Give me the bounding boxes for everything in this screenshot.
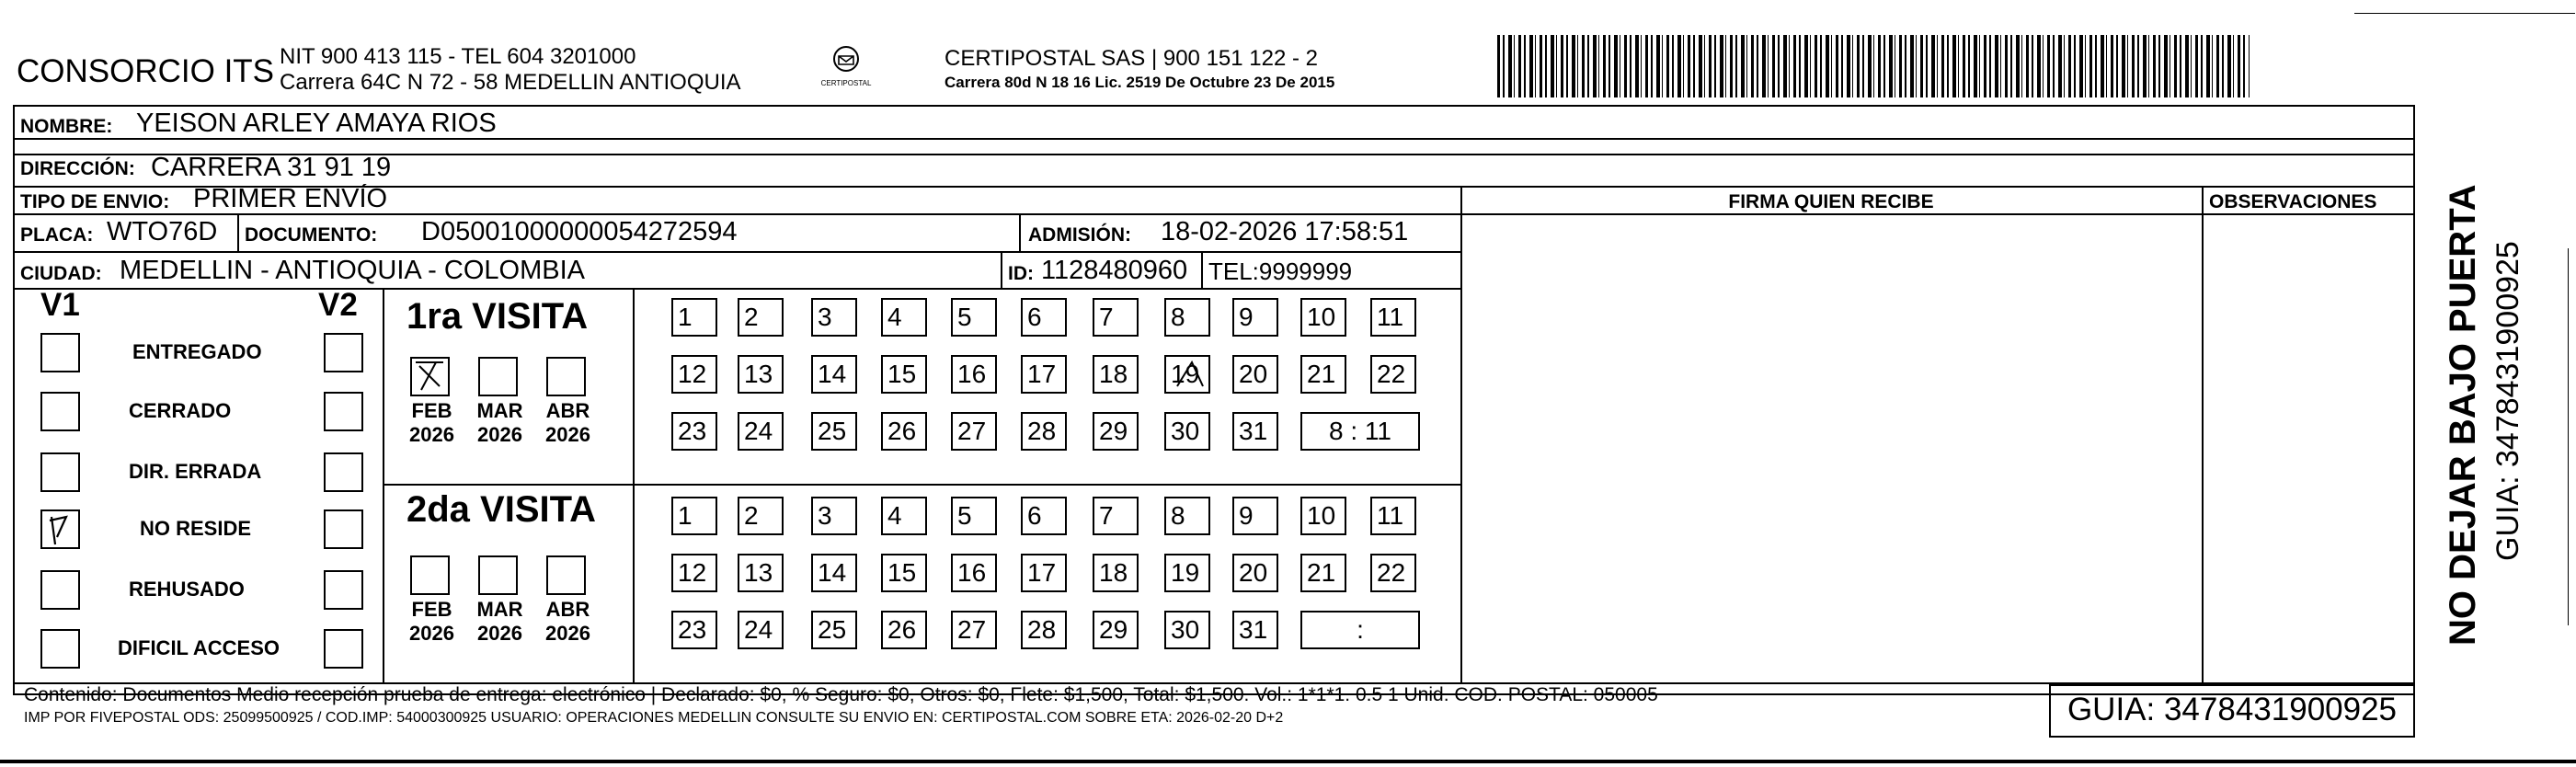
company-address: Carrera 64C N 72 - 58 MEDELLIN ANTIOQUIA [280, 70, 741, 95]
month-year: 2026 [545, 622, 590, 645]
day-number: 15 [887, 558, 917, 587]
day-number: 19 [1171, 360, 1200, 388]
day-number: 23 [678, 417, 707, 445]
footer-imp: IMP POR FIVEPOSTAL ODS: 25099500925 / COD.IMP: 54000300925 USUARIO: OPERACIONES MEDELLIN CONSULTE SU ENVIO EN: CERTIPOSTAL.COM SOBRE ETA: 2026-02-20 D+2 [24, 710, 1284, 726]
right-edge-mark [2568, 248, 2569, 625]
day-number: 11 [1377, 501, 1404, 530]
day-box[interactable] [1300, 497, 1346, 535]
v1-checkbox[interactable] [40, 629, 80, 669]
documento-label: DOCUMENTO: [245, 224, 378, 246]
side-guia: GUIA: 3478431900925 [2490, 241, 2525, 561]
month-label [475, 598, 525, 646]
day-number: 29 [1099, 417, 1128, 445]
day-number: 6 [1027, 303, 1042, 331]
documento-value: D05001000000054272594 [421, 217, 738, 246]
row-line [13, 251, 1460, 253]
day-number: 25 [818, 615, 847, 644]
day-number: 22 [1377, 558, 1406, 587]
observaciones-header: OBSERVACIONES [2209, 191, 2377, 212]
day-box[interactable] [1232, 611, 1278, 649]
day-number: 31 [1239, 615, 1268, 644]
v1-checkbox[interactable] [40, 570, 80, 610]
v1-header: V1 [40, 287, 80, 323]
day-box[interactable] [1232, 554, 1278, 592]
day-number: 15 [887, 360, 917, 388]
day-box[interactable] [951, 497, 997, 535]
time-value: : [1357, 615, 1364, 644]
month-year: 2026 [477, 622, 522, 645]
day-box[interactable] [738, 355, 784, 394]
day-box[interactable] [1164, 355, 1210, 394]
day-number: 27 [957, 615, 987, 644]
barcode [1497, 35, 2250, 97]
day-box[interactable] [881, 554, 927, 592]
day-box[interactable] [881, 497, 927, 535]
day-box[interactable] [671, 412, 717, 451]
day-box[interactable] [811, 298, 857, 337]
placa-label: PLACA: [20, 224, 94, 246]
day-number: 7 [1099, 303, 1114, 331]
month-checkbox[interactable] [546, 357, 586, 396]
handwritten-mark-icon [1172, 359, 1208, 401]
day-number: 12 [678, 558, 707, 587]
cell-divider [237, 213, 239, 251]
day-box[interactable] [811, 355, 857, 394]
v1-checkbox[interactable] [40, 333, 80, 372]
day-number: 13 [744, 558, 773, 587]
status-option-label: ENTREGADO [132, 340, 262, 363]
day-box[interactable] [1093, 554, 1139, 592]
month-name: ABR [545, 598, 590, 621]
day-box[interactable] [951, 611, 997, 649]
day-box[interactable] [881, 298, 927, 337]
cell-divider [1201, 251, 1203, 288]
month-checkbox[interactable] [410, 555, 450, 595]
day-number: 17 [1027, 558, 1057, 587]
v2-checkbox[interactable] [324, 629, 363, 669]
v1-checkbox[interactable] [40, 392, 80, 431]
month-name: MAR [476, 399, 523, 422]
company-nit: NIT 900 413 115 - TEL 604 3201000 [280, 44, 636, 69]
time-field[interactable] [1300, 412, 1420, 451]
day-box[interactable] [951, 554, 997, 592]
day-box[interactable] [1164, 611, 1210, 649]
day-box[interactable] [1093, 412, 1139, 451]
day-number: 1 [678, 501, 693, 530]
day-number: 3 [818, 303, 832, 331]
nombre-label: NOMBRE: [20, 116, 113, 137]
day-number: 26 [887, 417, 917, 445]
month-label [406, 399, 457, 447]
firma-header: FIRMA QUIEN RECIBE [1728, 191, 1934, 212]
day-number: 8 [1171, 303, 1185, 331]
day-box[interactable] [811, 497, 857, 535]
status-option-label: DIR. ERRADA [129, 460, 262, 483]
day-number: 2 [744, 303, 759, 331]
day-number: 4 [887, 303, 902, 331]
day-box[interactable] [1021, 298, 1067, 337]
day-box[interactable] [671, 298, 717, 337]
direccion-label: DIRECCIÓN: [20, 158, 135, 179]
day-box[interactable] [1093, 497, 1139, 535]
day-number: 28 [1027, 615, 1057, 644]
v2-checkbox[interactable] [324, 452, 363, 492]
day-number: 9 [1239, 501, 1254, 530]
day-box[interactable] [811, 554, 857, 592]
day-number: 1 [678, 303, 693, 331]
ciudad-label: CIUDAD: [20, 263, 102, 284]
status-option-label: NO RESIDE [140, 517, 252, 540]
month-label [406, 598, 457, 646]
day-number: 8 [1171, 501, 1185, 530]
month-name: MAR [476, 598, 523, 621]
day-box[interactable] [951, 298, 997, 337]
company-name: CONSORCIO ITS [17, 53, 275, 89]
day-box[interactable] [1370, 355, 1416, 394]
day-box[interactable] [1164, 412, 1210, 451]
month-checkbox[interactable] [410, 357, 450, 396]
day-number: 26 [887, 615, 917, 644]
time-value: 8 : 11 [1329, 417, 1391, 445]
day-number: 3 [818, 501, 832, 530]
day-box[interactable] [1093, 298, 1139, 337]
day-box[interactable] [1232, 497, 1278, 535]
day-number: 10 [1307, 303, 1336, 331]
month-name: ABR [545, 399, 590, 422]
day-number: 21 [1307, 558, 1336, 587]
status-option-label: REHUSADO [129, 578, 245, 601]
admision-label: ADMISIÓN: [1028, 224, 1131, 246]
bottom-rule [0, 760, 2576, 763]
direccion-value: CARRERA 31 91 19 [151, 153, 392, 182]
v1-checkbox[interactable] [40, 452, 80, 492]
status-option-label: DIFICIL ACCESO [118, 636, 280, 659]
day-box[interactable] [671, 554, 717, 592]
day-box[interactable] [1300, 554, 1346, 592]
month-year: 2026 [545, 423, 590, 446]
day-number: 2 [744, 501, 759, 530]
month-label [543, 399, 593, 447]
day-box[interactable] [951, 355, 997, 394]
day-number: 19 [1171, 558, 1200, 587]
day-box[interactable] [671, 497, 717, 535]
handwritten-check-icon [412, 359, 449, 395]
day-box[interactable] [881, 412, 927, 451]
day-box[interactable] [881, 611, 927, 649]
day-box[interactable] [1232, 412, 1278, 451]
v2-checkbox[interactable] [324, 392, 363, 431]
footer-contenido: Contenido: Documentos Medio recepción prueba de entrega: electrónico | Declarado: $0, % Seguro: $0, Otros: $0, Flete: $1,500, Total: $1,500. Vol.: 1*1*1. 0.5 1 Unid. COD. POSTAL: 050005 [24, 684, 1658, 705]
month-name: FEB [411, 598, 452, 621]
day-box[interactable] [738, 611, 784, 649]
time-field[interactable] [1300, 611, 1420, 649]
day-number: 12 [678, 360, 707, 388]
svg-text:CERTIPOSTAL: CERTIPOSTAL [820, 79, 872, 87]
day-number: 30 [1171, 615, 1200, 644]
day-box[interactable] [881, 355, 927, 394]
day-box[interactable] [1093, 355, 1139, 394]
day-number: 4 [887, 501, 902, 530]
top-right-rule [2354, 13, 2575, 14]
v2-checkbox[interactable] [324, 333, 363, 372]
v2-checkbox[interactable] [324, 570, 363, 610]
day-box[interactable] [1093, 611, 1139, 649]
day-box[interactable] [1021, 611, 1067, 649]
handwritten-check-icon [42, 511, 79, 548]
day-box[interactable] [738, 497, 784, 535]
month-label [543, 598, 593, 646]
day-number: 20 [1239, 360, 1268, 388]
col-divider-obs [2202, 186, 2204, 682]
month-checkbox[interactable] [546, 555, 586, 595]
day-box[interactable] [1164, 298, 1210, 337]
footer-guia: GUIA: 3478431900925 [2067, 692, 2398, 727]
day-number: 11 [1377, 303, 1404, 331]
day-box[interactable] [1164, 497, 1210, 535]
day-number: 16 [957, 360, 987, 388]
day-number: 9 [1239, 303, 1254, 331]
day-box[interactable] [738, 412, 784, 451]
status-option-label: CERRADO [129, 399, 232, 422]
day-number: 20 [1239, 558, 1268, 587]
nombre-value: YEISON ARLEY AMAYA RIOS [136, 109, 497, 138]
side-warning: NO DEJAR BAJO PUERTA [2443, 184, 2483, 646]
day-box[interactable] [811, 611, 857, 649]
day-box[interactable] [811, 412, 857, 451]
day-box[interactable] [951, 412, 997, 451]
day-box[interactable] [738, 298, 784, 337]
day-number: 7 [1099, 501, 1114, 530]
admision-value: 18-02-2026 17:58:51 [1161, 217, 1409, 246]
day-number: 31 [1239, 417, 1268, 445]
day-number: 24 [744, 615, 773, 644]
row-line [13, 288, 1460, 290]
day-box[interactable] [1232, 355, 1278, 394]
col-divider-firma [1460, 186, 1462, 682]
month-checkbox[interactable] [478, 357, 518, 396]
v1-checkbox[interactable] [40, 509, 80, 549]
day-number: 21 [1307, 360, 1336, 388]
first-visit-title: 1ra VISITA [406, 296, 589, 337]
day-number: 23 [678, 615, 707, 644]
id-value: 1128480960 [1041, 256, 1188, 285]
tel-value: TEL:9999999 [1208, 258, 1353, 285]
day-number: 10 [1307, 501, 1336, 530]
day-number: 5 [957, 303, 972, 331]
month-name: FEB [411, 399, 452, 422]
day-number: 24 [744, 417, 773, 445]
cell-divider [1019, 213, 1021, 251]
day-box[interactable] [1021, 554, 1067, 592]
day-box[interactable] [1021, 412, 1067, 451]
month-year: 2026 [409, 622, 454, 645]
day-number: 16 [957, 558, 987, 587]
cell-divider [1001, 251, 1002, 288]
ciudad-value: MEDELLIN - ANTIOQUIA - COLOMBIA [120, 256, 585, 285]
day-number: 6 [1027, 501, 1042, 530]
v2-header: V2 [318, 287, 358, 323]
day-box[interactable] [738, 554, 784, 592]
day-number: 18 [1099, 360, 1128, 388]
certipostal-logo [819, 42, 874, 92]
carrier-license: Carrera 80d N 18 16 Lic. 2519 De Octubre 23 De 2015 [945, 74, 1335, 91]
tipo-label: TIPO DE ENVIO: [20, 191, 170, 212]
second-visit-title: 2da VISITA [406, 489, 596, 530]
tipo-value: PRIMER ENVÍO [193, 184, 388, 213]
carrier-name: CERTIPOSTAL SAS | 900 151 122 - 2 [945, 46, 1318, 71]
month-year: 2026 [409, 423, 454, 446]
month-checkbox[interactable] [478, 555, 518, 595]
day-number: 22 [1377, 360, 1406, 388]
placa-value: WTO76D [107, 217, 218, 246]
visit-split [383, 484, 1460, 486]
day-box[interactable] [1370, 554, 1416, 592]
day-number: 25 [818, 417, 847, 445]
day-number: 28 [1027, 417, 1057, 445]
frame-right-ext [2413, 105, 2415, 186]
day-number: 14 [818, 558, 847, 587]
day-number: 30 [1171, 417, 1200, 445]
day-box[interactable] [1021, 497, 1067, 535]
v2-checkbox[interactable] [324, 509, 363, 549]
day-number: 27 [957, 417, 987, 445]
month-label [475, 399, 525, 447]
day-box[interactable] [1300, 298, 1346, 337]
day-number: 18 [1099, 558, 1128, 587]
day-number: 5 [957, 501, 972, 530]
day-box[interactable] [671, 611, 717, 649]
day-number: 29 [1099, 615, 1128, 644]
day-box[interactable] [1164, 554, 1210, 592]
day-box[interactable] [1300, 355, 1346, 394]
day-box[interactable] [1370, 298, 1416, 337]
day-box[interactable] [1370, 497, 1416, 535]
day-box[interactable] [1021, 355, 1067, 394]
day-number: 17 [1027, 360, 1057, 388]
day-number: 13 [744, 360, 773, 388]
id-label: ID: [1008, 263, 1034, 284]
day-box[interactable] [671, 355, 717, 394]
day-box[interactable] [1232, 298, 1278, 337]
day-number: 14 [818, 360, 847, 388]
month-year: 2026 [477, 423, 522, 446]
